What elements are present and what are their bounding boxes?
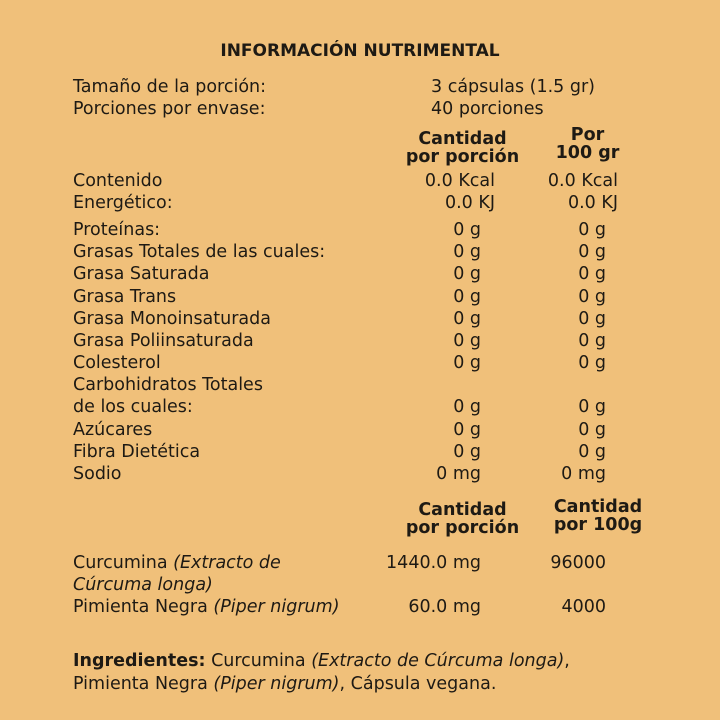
pepper-name: Pimienta Negra — [73, 597, 208, 617]
nutrient-name: Fibra Dietética — [73, 442, 201, 462]
nutrient-name: Grasa Poliinsaturada — [73, 331, 254, 351]
energy-kj-portion: 0.0 KJ — [444, 193, 495, 213]
curcumin-portion: 1440.0 mg — [386, 553, 481, 573]
nutrient-name: Proteínas: — [73, 220, 161, 240]
carbs-label-line1: Carbohidratos Totales — [73, 375, 263, 395]
nutrient-portion: 0 g — [453, 420, 481, 440]
pepper-portion: 60.0 mg — [408, 597, 481, 617]
nutrient-portion: 0 g — [453, 353, 481, 373]
curcumin-name: Curcumina — [73, 553, 168, 573]
nutrient-portion: 0 g — [453, 264, 481, 284]
nutrient-per100: 0 g — [578, 242, 606, 262]
carbs-per100: 0 g — [578, 397, 606, 417]
nutrient-per100: 0 g — [578, 331, 606, 351]
nutrient-per100: 0 g — [578, 353, 606, 373]
serving-size-label: Tamaño de la porción: — [73, 77, 267, 97]
nutrient-per100: 0 g — [578, 420, 606, 440]
servings-per-container-label: Porciones por envase: — [73, 99, 266, 119]
curcumin-latin-line2: Cúrcuma longa) — [73, 575, 213, 595]
nutrient-portion: 0 g — [453, 442, 481, 462]
nutrient-name: Grasa Trans — [73, 287, 177, 307]
nutrient-portion: 0 g — [453, 331, 481, 351]
nutrient-name: Azúcares — [73, 420, 153, 440]
ingredients-text-1a: Curcumina — [205, 651, 312, 671]
nutrient-per100: 0 g — [578, 442, 606, 462]
header-portion-line1: Cantidad — [418, 129, 507, 149]
nutrient-name: Grasa Monoinsaturada — [73, 309, 271, 329]
serving-size-value: 3 cápsulas (1.5 gr) — [431, 77, 595, 97]
ingredients-label: Ingredientes: — [73, 651, 206, 671]
ingredients-text-2c: , Cápsula vegana. — [339, 674, 497, 694]
carbs-label-line2: de los cuales: — [73, 397, 193, 417]
nutrient-per100: 0 g — [578, 264, 606, 284]
nutrient-per100: 0 mg — [561, 464, 606, 484]
nutrient-name: Grasas Totales de las cuales: — [73, 242, 326, 262]
nutrient-per100: 0 g — [578, 309, 606, 329]
header-per100-line1: Por — [570, 125, 605, 145]
nutrient-portion: 0 g — [453, 220, 481, 240]
nutrient-name: Sodio — [73, 464, 122, 484]
nutrient-portion: 0 mg — [436, 464, 481, 484]
header2-per100-line2: por 100g — [553, 515, 643, 535]
nutrient-portion: 0 g — [453, 309, 481, 329]
energy-kcal-portion: 0.0 Kcal — [424, 171, 495, 191]
pepper-name-line — [73, 596, 340, 618]
ingredients-text-2b: (Piper nigrum) — [213, 674, 340, 694]
nutrient-per100: 0 g — [578, 287, 606, 307]
nutrient-per100: 0 g — [578, 220, 606, 240]
ingredients-text-1c: , — [564, 651, 570, 671]
pepper-per100: 4000 — [561, 597, 606, 617]
header-per100-line2: 100 gr — [555, 143, 620, 163]
servings-per-container-value: 40 porciones — [431, 99, 544, 119]
curcumin-latin-line1: (Extracto de — [173, 553, 281, 573]
ingredients-line1 — [73, 650, 570, 672]
pepper-latin: (Piper nigrum) — [213, 597, 340, 617]
header2-portion-line2: por porción — [405, 518, 520, 538]
energy-label-line2: Energético: — [73, 193, 173, 213]
nutrient-portion: 0 g — [453, 287, 481, 307]
ingredients-line2 — [73, 673, 496, 695]
header2-portion-line1: Cantidad — [418, 500, 507, 520]
energy-kj-per100: 0.0 KJ — [567, 193, 618, 213]
nutrient-portion: 0 g — [453, 242, 481, 262]
label-title: INFORMACIÓN NUTRIMENTAL — [220, 41, 500, 61]
curcumin-per100: 96000 — [550, 553, 606, 573]
energy-label-line1: Contenido — [73, 171, 163, 191]
curcumin-name-line1 — [73, 552, 281, 574]
header2-per100-line1: Cantidad — [553, 497, 643, 517]
nutrient-name: Colesterol — [73, 353, 161, 373]
header-portion-line2: por porción — [405, 147, 520, 167]
ingredients-text-2a: Pimienta Negra — [73, 674, 214, 694]
energy-kcal-per100: 0.0 Kcal — [547, 171, 618, 191]
ingredients-text-1b: (Extracto de Cúrcuma longa) — [311, 651, 565, 671]
nutrient-name: Grasa Saturada — [73, 264, 210, 284]
carbs-portion: 0 g — [453, 397, 481, 417]
